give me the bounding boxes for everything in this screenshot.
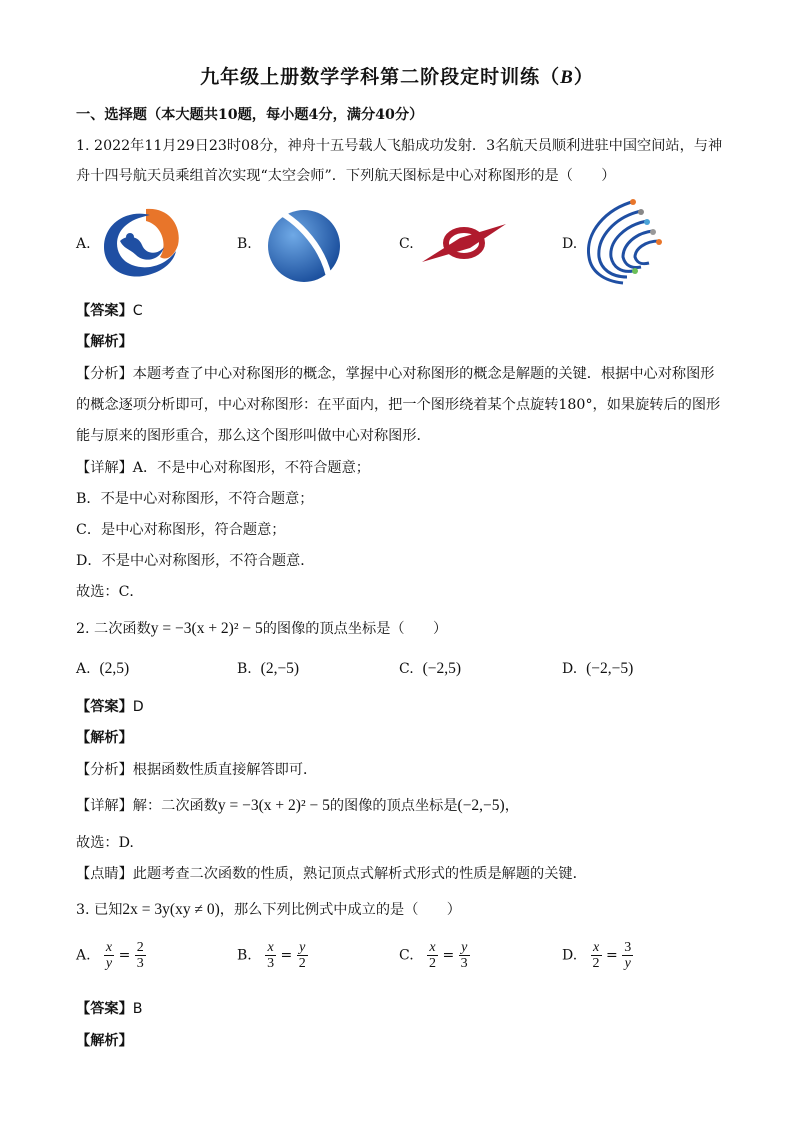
q2-option-b: B. (2,−5) bbox=[237, 660, 300, 677]
q2-detail: 【详解】解：二次函数y = −3(x + 2)² − 5的图像的顶点坐标是(−2,−5)， bbox=[76, 797, 519, 814]
q3-option-c: C. $\frac{x}{2}$ = $\frac{y}{3}$ bbox=[399, 940, 468, 971]
q2-jiexi: 【解析】 bbox=[76, 730, 133, 746]
q2-choose: 故选：D. bbox=[76, 835, 134, 851]
q2-option-a: A. (2,5) bbox=[76, 660, 130, 677]
q2-answer: 【答案】D bbox=[76, 699, 144, 715]
q2-stem: 2. 二次函数y = −3(x + 2)² − 5的图像的顶点坐标是（ ） bbox=[76, 620, 448, 637]
q1-option-a-label: A. bbox=[76, 236, 91, 252]
q1-detail-b: B．不是中心对称图形，不符合题意； bbox=[76, 491, 314, 507]
q1-analysis-line1: 【分析】本题考查了中心对称图形的概念，掌握中心对称图形的概念是解题的关键．根据中心对称图形 bbox=[76, 366, 715, 382]
q1-option-c-logo bbox=[420, 218, 508, 268]
q1-stem-line1: 1. 2022年11月29日23时08分，神舟十五号载人飞船成功发射．3名航天员顺利进驻中国空间站，与神 bbox=[76, 138, 723, 154]
q3-option-b: B. $\frac{x}{3}$ = $\frac{y}{2}$ bbox=[237, 940, 306, 971]
q1-option-d-label: D. bbox=[562, 236, 578, 252]
q2-option-c: C. (−2,5) bbox=[399, 660, 462, 677]
q1-detail-a: 【详解】A．不是中心对称图形，不符合题意； bbox=[76, 460, 370, 476]
q1-analysis-line3: 能与原来的图形重合，那么这个图形叫做中心对称图形． bbox=[76, 428, 431, 444]
q3-jiexi: 【解析】 bbox=[76, 1033, 133, 1049]
q1-stem-line2: 舟十四号航天员乘组首次实现“太空会师”．下列航天图标是中心对称图形的是（ ） bbox=[76, 168, 616, 184]
q1-option-a-logo bbox=[100, 205, 184, 281]
q1-analysis-line2: 的概念逐项分析即可，中心对称图形：在平面内，把一个图形绕着某个点旋转180°，如果旋转后的图形 bbox=[76, 397, 721, 413]
q3-option-a: A. $\frac{x}{y}$ = $\frac{2}{3}$ bbox=[76, 940, 144, 971]
q1-detail-c: C．是中心对称图形，符合题意； bbox=[76, 522, 286, 538]
q1-option-b-logo bbox=[262, 204, 344, 284]
q1-option-b-label: B. bbox=[237, 236, 252, 252]
q1-answer: 【答案】C bbox=[76, 303, 143, 319]
q3-answer: 【答案】B bbox=[76, 1001, 143, 1017]
section-heading: 一、选择题（本大题共10题，每小题4分，满分40分） bbox=[76, 107, 424, 123]
q1-option-c-label: C. bbox=[399, 236, 414, 252]
q1-choose: 故选：C． bbox=[76, 584, 144, 600]
q3-option-d: D. $\frac{x}{2}$ = $\frac{3}{y}$ bbox=[562, 940, 632, 971]
q2-note: 【点睛】此题考查二次函数的性质，熟记顶点式解析式形式的性质是解题的关键． bbox=[76, 866, 587, 882]
page-title: 九年级上册数学学科第二阶段定时训练（B） bbox=[200, 66, 594, 88]
q1-detail-d: D．不是中心对称图形，不符合题意． bbox=[76, 553, 315, 569]
q3-stem: 3. 已知2x = 3y(xy ≠ 0)，那么下列比例式中成立的是（ ） bbox=[76, 901, 461, 918]
q2-option-d: D. (−2,−5) bbox=[562, 660, 634, 677]
q1-option-d-logo bbox=[583, 197, 669, 285]
q1-jiexi: 【解析】 bbox=[76, 334, 133, 350]
q2-analysis: 【分析】根据函数性质直接解答即可． bbox=[76, 762, 318, 778]
